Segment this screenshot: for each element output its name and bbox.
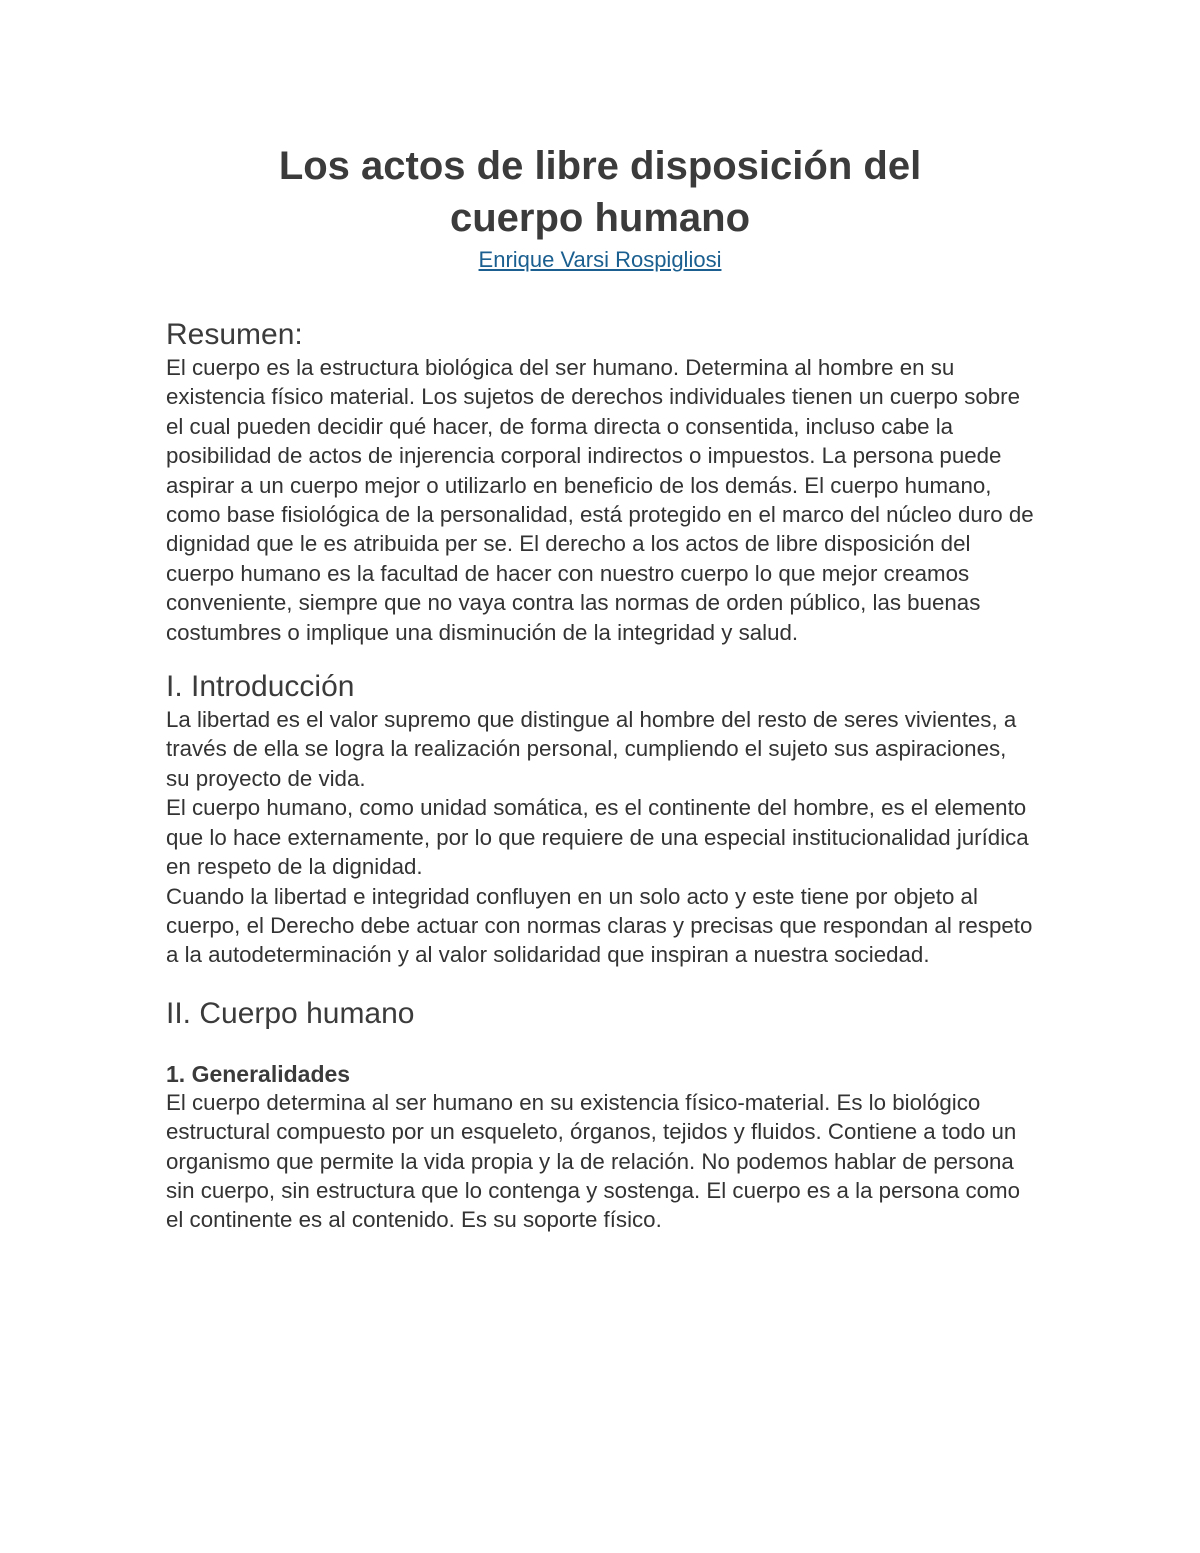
introduccion-heading: I. Introducción bbox=[166, 670, 355, 704]
resumen-heading: Resumen: bbox=[166, 318, 303, 351]
document-body bbox=[166, 140, 1034, 1235]
introduccion-paragraph-2: El cuerpo humano, como unidad somática, es el continente del hombre, es el elemento que lo hace externamente, por lo que requiere de una especial institucionalidad jurídica en respeto de la dignidad. bbox=[166, 795, 1029, 880]
introduccion-paragraph-1: La libertad es el valor supremo que distingue al hombre del resto de seres vivientes, a través de ella se logra la realización personal, cumpliendo el sujeto sus aspiraciones, su proyecto de vida. bbox=[166, 707, 1017, 791]
author-link[interactable]: Enrique Varsi Rospigliosi bbox=[478, 247, 722, 272]
cuerpo-humano-heading: II. Cuerpo humano bbox=[166, 996, 415, 1030]
resumen-text: El cuerpo es la estructura biológica del ser humano. Determina al hombre en su existencia físico material. Los sujetos de derechos individuales tienen un cuerpo sobre el cual pueden decidir qué hacer, de forma directa o consentida, incluso cabe la posibilidad de actos de injerencia corporal indirectos o impuestos. La persona puede aspirar a un cuerpo mejor o utilizarlo en beneficio de los demás. El cuerpo humano, como base fisiológica de la personalidad, está protegido en el marco del núcleo duro de dignidad que le es atribuida per se. El derecho a los actos de libre disposición del cuerpo humano es la facultad de hacer con nuestro cuerpo lo que mejor creamos conveniente, siempre que no vaya contra las normas de orden público, las buenas costumbres o implique una disminución de la integridad y salud. bbox=[166, 355, 1034, 645]
title-line-1: Los actos de libre disposición del bbox=[278, 144, 922, 188]
generalidades-heading: 1. Generalidades bbox=[166, 1060, 351, 1087]
introduccion-paragraph-3: Cuando la libertad e integridad confluyen en un solo acto y este tiene por objeto al cuerpo, el Derecho debe actuar con normas claras y precisas que respondan al respeto a la autodeterminación y al valor solidaridad que inspiran a nuestra sociedad. bbox=[166, 883, 1033, 968]
generalidades-text: El cuerpo determina al ser humano en su existencia físico-material. Es lo biológico estructural compuesto por un esqueleto, órganos, tejidos y fluidos. Contiene a todo un organismo que permite la vida propia y la de relación. No podemos hablar de persona sin cuerpo, sin estructura que lo contenga y sostenga. El cuerpo es a la persona como el continente es al contenido. Es su soporte físico. bbox=[166, 1089, 1020, 1233]
title-line-2: cuerpo humano bbox=[449, 196, 751, 240]
author-line bbox=[166, 246, 1034, 277]
document-title bbox=[166, 140, 1034, 244]
